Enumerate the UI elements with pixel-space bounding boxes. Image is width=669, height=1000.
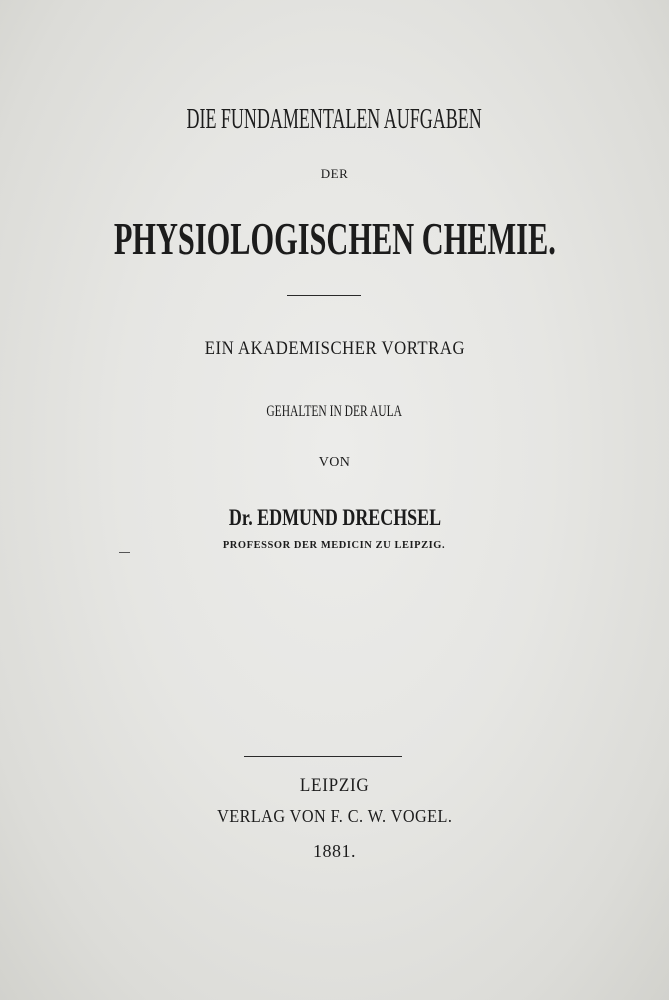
occasion-text: GEHALTEN IN DER AULA	[266, 403, 403, 420]
imprint-city-text: LEIPZIG	[299, 775, 370, 796]
main-title-text: PHYSIOLOGISCHEN CHEMIE.	[113, 213, 556, 264]
author-title-text: PROFESSOR DER MEDICIN ZU LEIPZIG.	[223, 539, 446, 551]
main-title	[0, 212, 669, 265]
subtitle	[0, 338, 669, 360]
title-connector-text: DER	[320, 166, 349, 181]
imprint-publisher	[0, 806, 669, 827]
by-label	[0, 455, 669, 471]
author-title	[0, 539, 669, 551]
author-name	[0, 505, 669, 531]
imprint-publisher-text: VERLAG VON F. C. W. VOGEL.	[216, 806, 453, 826]
title-divider	[287, 295, 361, 296]
title-line-1-text: DIE FUNDAMENTALEN AUFGABEN	[186, 103, 483, 135]
imprint-year	[0, 841, 669, 862]
by-label-text: VON	[318, 455, 351, 470]
imprint-year-text: 1881.	[313, 841, 356, 861]
occasion-line	[0, 403, 669, 421]
title-line-1	[0, 103, 669, 136]
imprint-divider	[244, 756, 402, 757]
imprint-city	[0, 775, 669, 797]
title-connector	[0, 166, 669, 182]
author-name-text: Dr. EDMUND DRECHSEL	[228, 505, 441, 530]
subtitle-text: EIN AKADEMISCHER VORTRAG	[204, 338, 465, 359]
stray-mark	[119, 552, 130, 553]
